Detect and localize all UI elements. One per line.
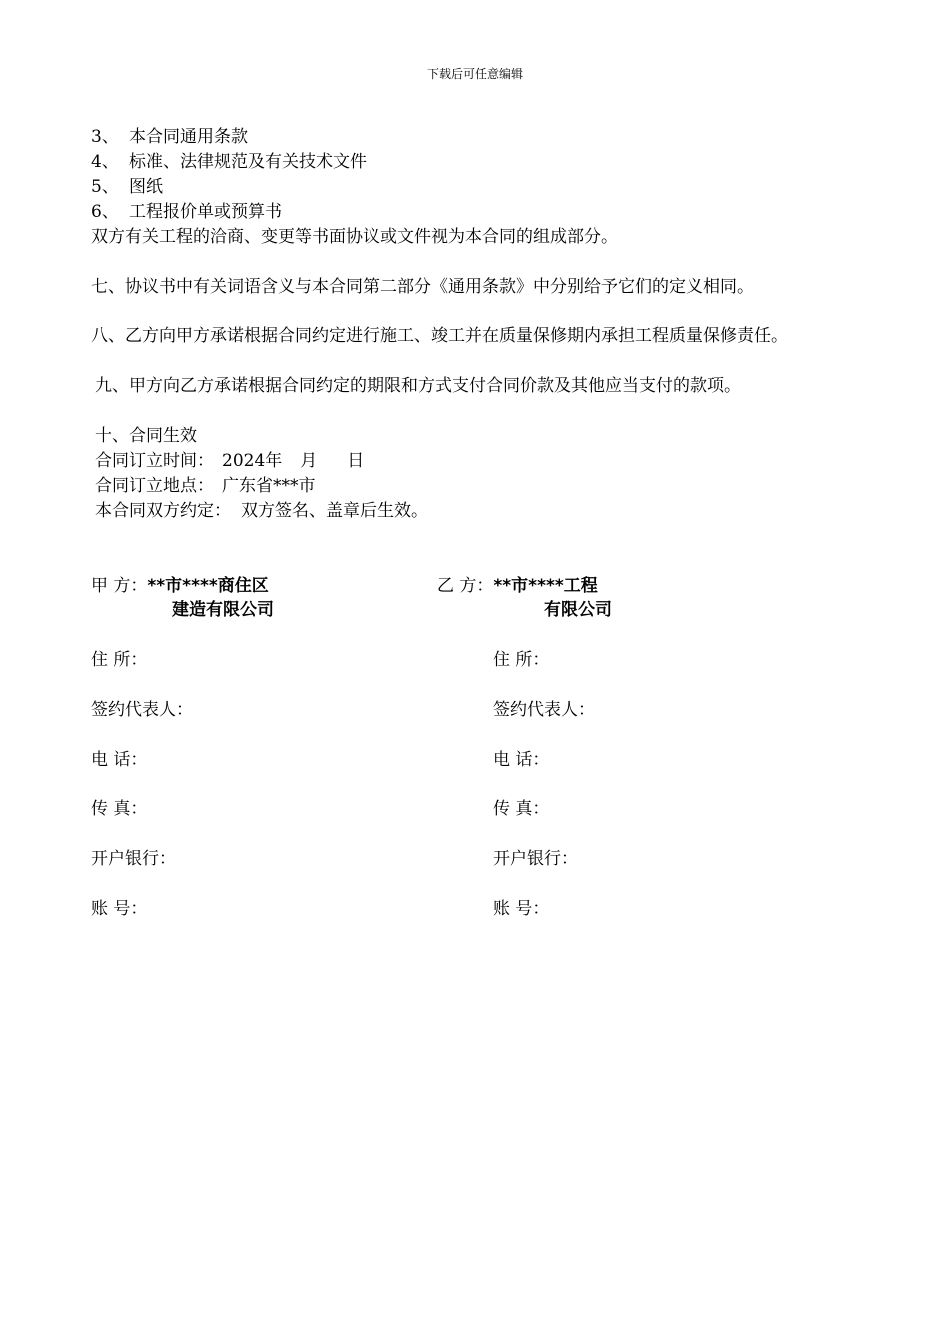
party-b-rep-label: 签约代表人： (493, 700, 595, 720)
list-item-text: 工程报价单或预算书 (129, 202, 282, 222)
signing-time-month: 月 (300, 451, 318, 471)
party-a-address-label: 住 所： (91, 650, 148, 670)
party-a-phone-label: 电 话： (91, 750, 148, 770)
list-item-number: 4、 (91, 152, 119, 172)
party-a-rep-label: 签约代表人： (91, 700, 193, 720)
party-a-block (91, 574, 274, 622)
signing-time-row (95, 450, 364, 472)
party-a-label: 甲 方： (91, 576, 148, 596)
party-b-account-label: 账 号： (493, 899, 550, 919)
list-item-text: 标准、法律规范及有关技术文件 (129, 152, 367, 172)
party-b-bank-label: 开户银行： (493, 849, 578, 869)
party-b-name-line2: 有限公司 (544, 600, 612, 620)
paragraph-documents: 双方有关工程的洽商、变更等书面协议或文件视为本合同的组成部分。 (91, 227, 618, 247)
paragraph-clause-8: 八、乙方向甲方承诺根据合同约定进行施工、竣工并在质量保修期内承担工程质量保修责任。 (91, 326, 788, 346)
section-10-heading: 十、合同生效 (95, 426, 197, 446)
party-b-address-label: 住 所： (493, 650, 550, 670)
paragraph-clause-9: 九、甲方向乙方承诺根据合同约定的期限和方式支付合同价款及其他应当支付的款项。 (95, 376, 741, 396)
signing-place-row (95, 475, 316, 497)
page-header-note: 下载后可任意编辑 (426, 67, 523, 81)
signing-place-value: 广东省***市 (222, 476, 316, 496)
paragraph-clause-7: 七、协议书中有关词语含义与本合同第二部分《通用条款》中分别给予它们的定义相同。 (91, 277, 754, 297)
list-item (91, 126, 248, 148)
list-item (91, 176, 163, 198)
list-item-number: 5、 (91, 177, 119, 197)
signing-time-year: 2024年 (222, 451, 283, 471)
list-item-number: 3、 (91, 127, 119, 147)
list-item (91, 151, 367, 173)
agreement-row (95, 500, 428, 522)
party-a-bank-label: 开户银行： (91, 849, 176, 869)
party-a-name-line2: 建造有限公司 (172, 600, 274, 620)
list-item-number: 6、 (91, 202, 119, 222)
party-a-fax-label: 传 真： (91, 799, 148, 819)
party-b-phone-label: 电 话： (493, 750, 550, 770)
agreement-value: 双方签名、盖章后生效。 (241, 501, 428, 521)
list-item-text: 图纸 (129, 177, 163, 197)
party-b-label: 乙 方： (437, 576, 494, 596)
party-a-account-label: 账 号： (91, 899, 148, 919)
signing-time-day: 日 (347, 451, 365, 471)
party-b-fax-label: 传 真： (493, 799, 550, 819)
signing-place-label: 合同订立地点： (95, 476, 214, 496)
list-item-text: 本合同通用条款 (129, 127, 248, 147)
party-a-name-line1: **市****商住区 (147, 576, 269, 596)
party-b-name-line1: **市****工程 (493, 576, 598, 596)
party-b-block (437, 574, 612, 622)
agreement-label: 本合同双方约定： (95, 501, 231, 521)
signing-time-label: 合同订立时间： (95, 451, 214, 471)
list-item (91, 201, 282, 223)
